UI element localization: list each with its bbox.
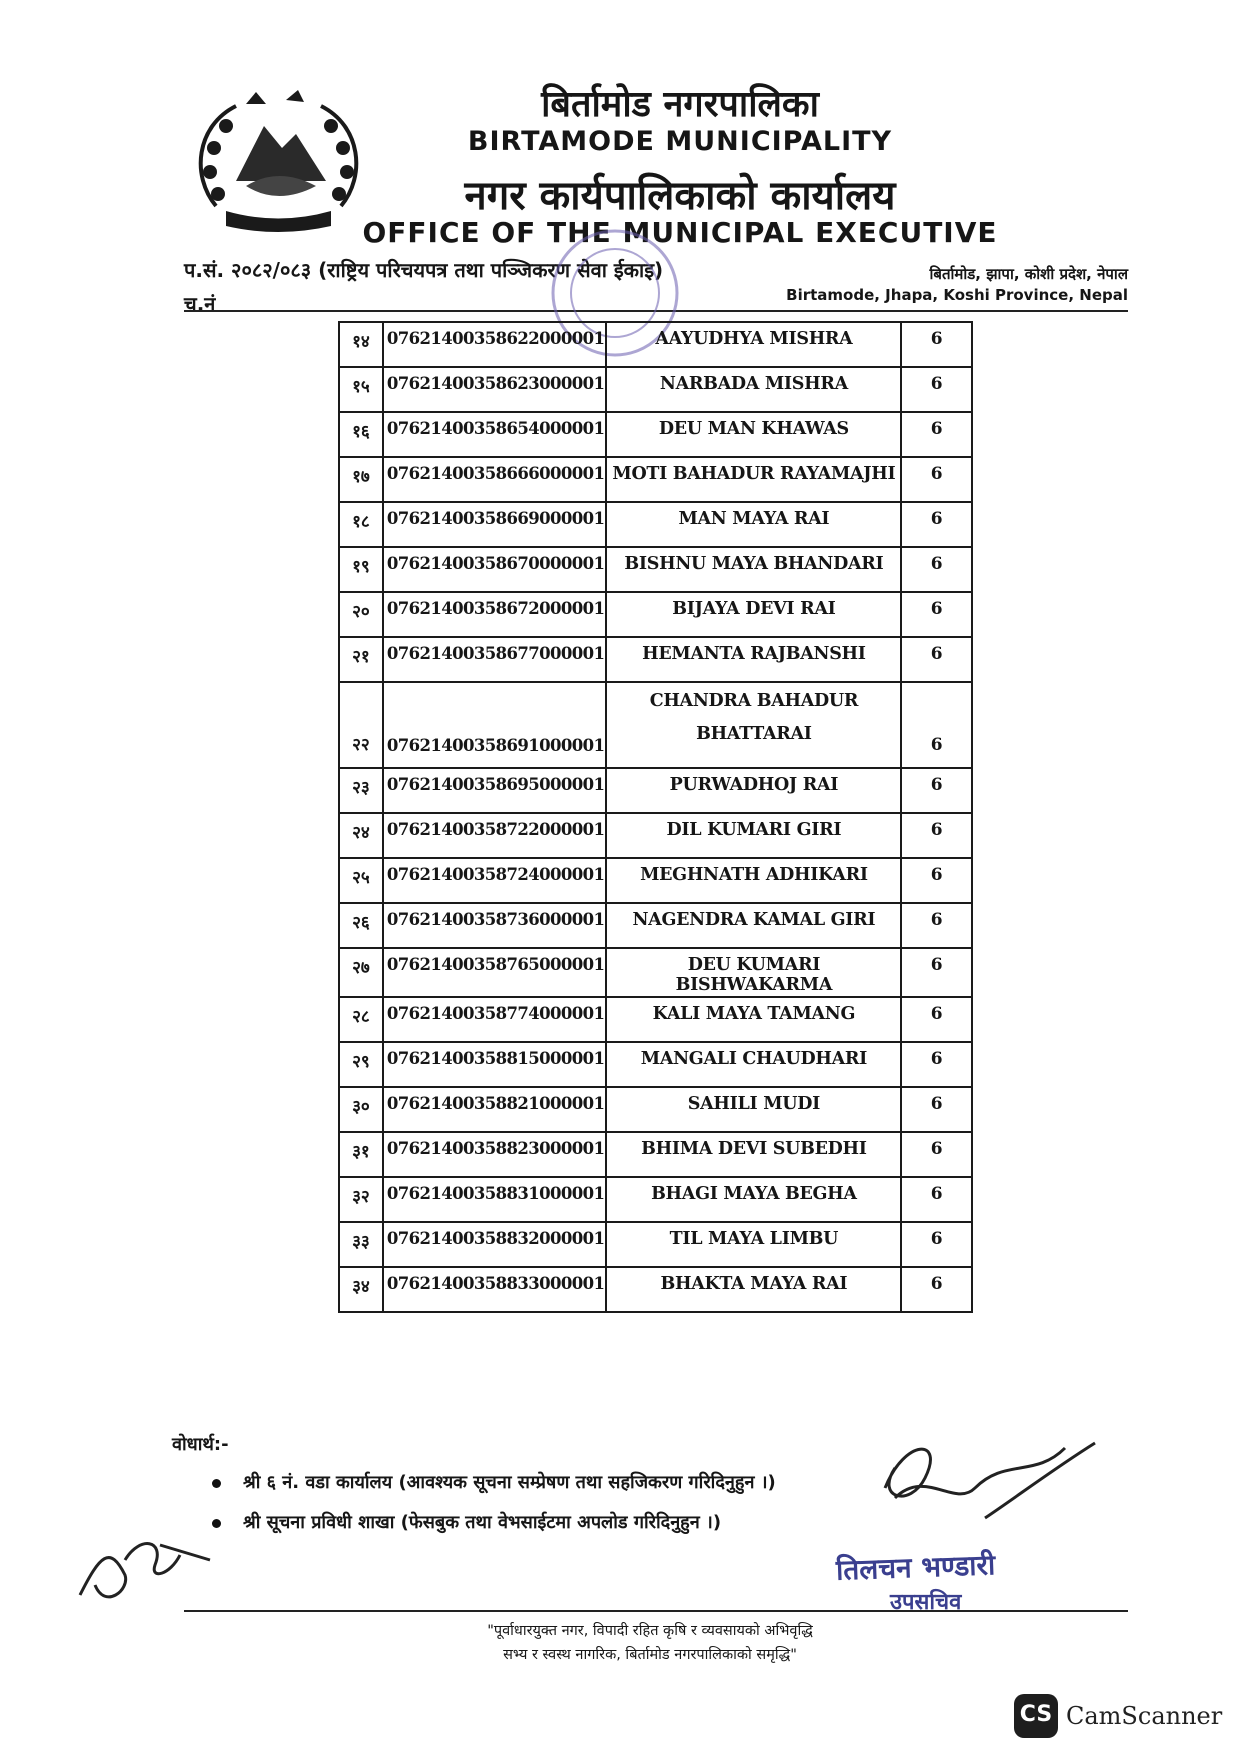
table-row (339, 502, 972, 547)
name-line: AAYUDHYA MISHRA (655, 329, 853, 349)
name-line: HEMANTA RAJBANSHI (642, 644, 866, 664)
national-id-cell: 07621400358831000001 (383, 1177, 607, 1222)
table-row (339, 1267, 972, 1312)
name-line: TIL MAYA LIMBU (669, 1229, 839, 1249)
ward-number-cell: 6 (901, 903, 972, 948)
executive-office-nepali: नगर कार्यपालिकाको कार्यालय (464, 173, 896, 219)
serial-number-cell: २२ (339, 682, 383, 768)
name-line: KALI MAYA TAMANG (652, 1004, 856, 1024)
national-id-cell: 07621400358623000001 (383, 367, 607, 412)
ward-number-cell: 6 (901, 948, 972, 997)
cc-label: वोधार्थ:- (172, 1434, 229, 1455)
address-nepali: बिर्तामोड, झापा, कोशी प्रदेश, नेपाल (929, 265, 1128, 283)
name-cell (606, 1177, 901, 1222)
name-cell (606, 1087, 901, 1132)
name-line: BHAGI MAYA BEGHA (651, 1184, 857, 1204)
serial-number-cell: २८ (339, 997, 383, 1042)
ward-number-cell: 6 (901, 1267, 972, 1312)
officer-designation: उपसचिव (890, 1590, 962, 1615)
name-cell (606, 1132, 901, 1177)
serial-number-cell: २५ (339, 858, 383, 903)
name-line: BHAKTA MAYA RAI (660, 1274, 848, 1294)
ward-number-cell: 6 (901, 1042, 972, 1087)
table-row (339, 1087, 972, 1132)
executive-office-english: OFFICE OF THE MUNICIPAL EXECUTIVE (362, 216, 998, 249)
ward-number-cell: 6 (901, 997, 972, 1042)
serial-number-cell: १६ (339, 412, 383, 457)
table-row (339, 367, 972, 412)
serial-number-cell: ३३ (339, 1222, 383, 1267)
national-id-cell: 07621400358666000001 (383, 457, 607, 502)
name-cell (606, 322, 901, 367)
ward-number-cell: 6 (901, 457, 972, 502)
national-id-cell: 07621400358765000001 (383, 948, 607, 997)
name-line: DEU KUMARI BISHWAKARMA (675, 955, 833, 995)
name-cell (606, 813, 901, 858)
national-id-cell: 07621400358670000001 (383, 547, 607, 592)
officer-signature (865, 1428, 1105, 1548)
table-row (339, 997, 972, 1042)
table-row (339, 1132, 972, 1177)
national-id-cell: 07621400358821000001 (383, 1087, 607, 1132)
name-line: MANGALI CHAUDHARI (640, 1049, 868, 1069)
table-row (339, 813, 972, 858)
table-row (339, 547, 972, 592)
table-row (339, 768, 972, 813)
office-name-english: BIRTAMODE MUNICIPALITY (467, 126, 893, 157)
national-id-cell: 07621400358736000001 (383, 903, 607, 948)
name-cell (606, 592, 901, 637)
table-row (339, 903, 972, 948)
dispatch-number: च.नं (184, 292, 216, 316)
serial-number-cell: २६ (339, 903, 383, 948)
name-line: BISHNU MAYA BHANDARI (624, 554, 884, 574)
national-id-cell: 07621400358832000001 (383, 1222, 607, 1267)
name-cell (606, 1222, 901, 1267)
serial-number-cell: २४ (339, 813, 383, 858)
table-row (339, 948, 972, 997)
serial-number-cell: २९ (339, 1042, 383, 1087)
national-id-cell: 07621400358833000001 (383, 1267, 607, 1312)
name-line: CHANDRA BAHADUR (649, 691, 859, 711)
name-line: MOTI BAHADUR RAYAMAJHI (612, 464, 896, 484)
name-cell (606, 1042, 901, 1087)
serial-number-cell: २३ (339, 768, 383, 813)
name-cell (606, 457, 901, 502)
name-line: BHATTARAI (696, 724, 812, 744)
name-cell (606, 367, 901, 412)
initial-signature (70, 1515, 220, 1615)
name-line: BHIMA DEVI SUBEDHI (641, 1139, 867, 1159)
name-cell (606, 547, 901, 592)
serial-number-cell: १४ (339, 322, 383, 367)
serial-number-cell: १८ (339, 502, 383, 547)
name-line: NARBADA MISHRA (659, 374, 848, 394)
name-line: DIL KUMARI GIRI (666, 820, 842, 840)
national-id-cell: 07621400358672000001 (383, 592, 607, 637)
table-row (339, 592, 972, 637)
name-cell (606, 948, 901, 997)
table-row (339, 1177, 972, 1222)
table-row (339, 1222, 972, 1267)
camscanner-watermark: CamScanner (1066, 1702, 1223, 1730)
table-row (339, 637, 972, 682)
table-row (339, 322, 972, 367)
ward-number-cell: 6 (901, 412, 972, 457)
ward-number-cell: 6 (901, 1087, 972, 1132)
address-english: Birtamode, Jhapa, Koshi Province, Nepal (786, 286, 1128, 304)
ward-number-cell: 6 (901, 502, 972, 547)
cc-item (212, 1470, 776, 1494)
name-line: DEU MAN KHAWAS (658, 419, 849, 439)
national-id-cell: 07621400358669000001 (383, 502, 607, 547)
table-row (339, 1042, 972, 1087)
serial-number-cell: २१ (339, 637, 383, 682)
officer-name: तिलचन भण्डारी (835, 1548, 996, 1587)
national-id-cell: 07621400358622000001 (383, 322, 607, 367)
ward-number-cell: 6 (901, 637, 972, 682)
table-row (339, 858, 972, 903)
name-line: MEGHNATH ADHIKARI (640, 865, 868, 885)
name-cell (606, 858, 901, 903)
national-id-cell: 07621400358823000001 (383, 1132, 607, 1177)
reference-number: प.सं. २०८२/०८३ (राष्ट्रिय परिचयपत्र तथा पञ्जिकरण सेवा ईकाइ) (184, 258, 664, 282)
ward-number-cell: 6 (901, 367, 972, 412)
national-id-cell: 07621400358691000001 (383, 682, 607, 768)
office-name-nepali: बिर्तामोड नगरपालिका (541, 84, 819, 125)
national-id-cell: 07621400358815000001 (383, 1042, 607, 1087)
ward-number-cell: 6 (901, 858, 972, 903)
name-line: SAHILI MUDI (687, 1094, 820, 1114)
serial-number-cell: १९ (339, 547, 383, 592)
national-id-cell: 07621400358774000001 (383, 997, 607, 1042)
name-cell (606, 1267, 901, 1312)
footer-divider (184, 1610, 1128, 1612)
name-line: PURWADHOJ RAI (669, 775, 839, 795)
name-cell (606, 637, 901, 682)
ward-number-cell: 6 (901, 1177, 972, 1222)
table-row (339, 682, 972, 768)
name-cell (606, 903, 901, 948)
table-row (339, 457, 972, 502)
national-id-cell: 07621400358677000001 (383, 637, 607, 682)
serial-number-cell: १५ (339, 367, 383, 412)
serial-number-cell: २० (339, 592, 383, 637)
serial-number-cell: १७ (339, 457, 383, 502)
cc-item-text: श्री ६ नं. वडा कार्यालय (आवश्यक सूचना सम्प्रेषण तथा सहजिकरण गरिदिनुहुन ।) (243, 1472, 776, 1493)
serial-number-cell: २७ (339, 948, 383, 997)
table-row (339, 412, 972, 457)
ward-number-cell: 6 (901, 1132, 972, 1177)
name-cell (606, 682, 901, 768)
ward-number-cell: 6 (901, 768, 972, 813)
name-cell (606, 768, 901, 813)
national-id-cell: 07621400358695000001 (383, 768, 607, 813)
slogan-line: "पूर्वाधारयुक्त नगर, विपादी रहित कृषि र व्यवसायको अभिवृद्धि (487, 1623, 813, 1639)
beneficiary-table (338, 321, 973, 1313)
ward-number-cell: 6 (901, 1222, 972, 1267)
serial-number-cell: ३४ (339, 1267, 383, 1312)
cc-item (212, 1510, 721, 1534)
ward-number-cell: 6 (901, 813, 972, 858)
ward-number-cell: 6 (901, 682, 972, 768)
ward-number-cell: 6 (901, 547, 972, 592)
name-cell (606, 502, 901, 547)
serial-number-cell: ३१ (339, 1132, 383, 1177)
slogan-line: सभ्य र स्वस्थ नागरिक, बिर्तामोड नगरपालिकाको समृद्धि" (503, 1647, 797, 1663)
ward-number-cell: 6 (901, 592, 972, 637)
name-line: BIJAYA DEVI RAI (672, 599, 836, 619)
name-cell (606, 997, 901, 1042)
serial-number-cell: ३२ (339, 1177, 383, 1222)
name-line: MAN MAYA RAI (678, 509, 830, 529)
national-id-cell: 07621400358654000001 (383, 412, 607, 457)
name-cell (606, 412, 901, 457)
name-line: NAGENDRA KAMAL GIRI (632, 910, 876, 930)
national-id-cell: 07621400358724000001 (383, 858, 607, 903)
camscanner-logo-icon: CS (1014, 1694, 1058, 1738)
national-id-cell: 07621400358722000001 (383, 813, 607, 858)
cc-item-text: श्री सूचना प्रविधी शाखा (फेसबुक तथा वेभसाईटमा अपलोड गरिदिनुहुन ।) (243, 1512, 722, 1533)
serial-number-cell: ३० (339, 1087, 383, 1132)
ward-number-cell: 6 (901, 322, 972, 367)
